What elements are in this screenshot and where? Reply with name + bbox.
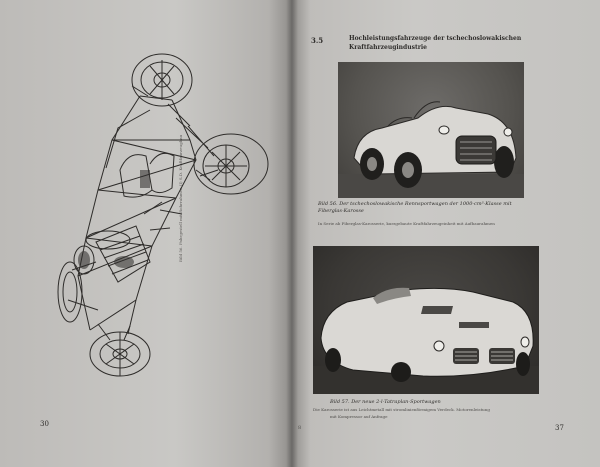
section-title-line-1: Hochleistungsfahrzeuge der tschechoslowakischen bbox=[349, 35, 522, 42]
figure-2-note-line-1: Die Karosserie ist aus Leichtmetall mit stromlinienförmigem Verdeck. Motorenleistung bbox=[313, 407, 490, 412]
race-car-photo-2 bbox=[313, 246, 539, 394]
race-car-photo-1 bbox=[338, 62, 524, 198]
figure-2-caption: Bild 57. Der neue 2-l-Tatraplan-Sportwagen bbox=[330, 399, 441, 405]
section-title-line-2: Kraftfahrzeugindustrie bbox=[349, 44, 427, 51]
right-page-number: 37 bbox=[555, 424, 564, 432]
book-gutter bbox=[286, 0, 298, 467]
left-page-vertical-caption: Bild 56. Fahrgestell mit Rohrrahmen (I) S.D. Kraftfahrzeugbau bbox=[178, 134, 183, 262]
section-number: 3.5 bbox=[311, 36, 324, 45]
figure-2-note-line-2: mit Kompressor auf Anfrage bbox=[330, 414, 388, 419]
left-page-number: 30 bbox=[40, 420, 49, 428]
left-page bbox=[0, 0, 292, 467]
figure-1-note: In Serie ab Fiberglas-Karosserie, kurzgebaute Kraftfahrzeugeinheit mit Aufbaurahmen bbox=[318, 221, 495, 226]
figure-1-caption: Bild 56. Der tschechoslowakische Rennsportwagen der 1000-cm³-Klasse mit Fiberglas-Karosse bbox=[318, 201, 512, 214]
gutter-mark: 8 bbox=[298, 425, 302, 431]
chassis-illustration bbox=[0, 0, 292, 467]
